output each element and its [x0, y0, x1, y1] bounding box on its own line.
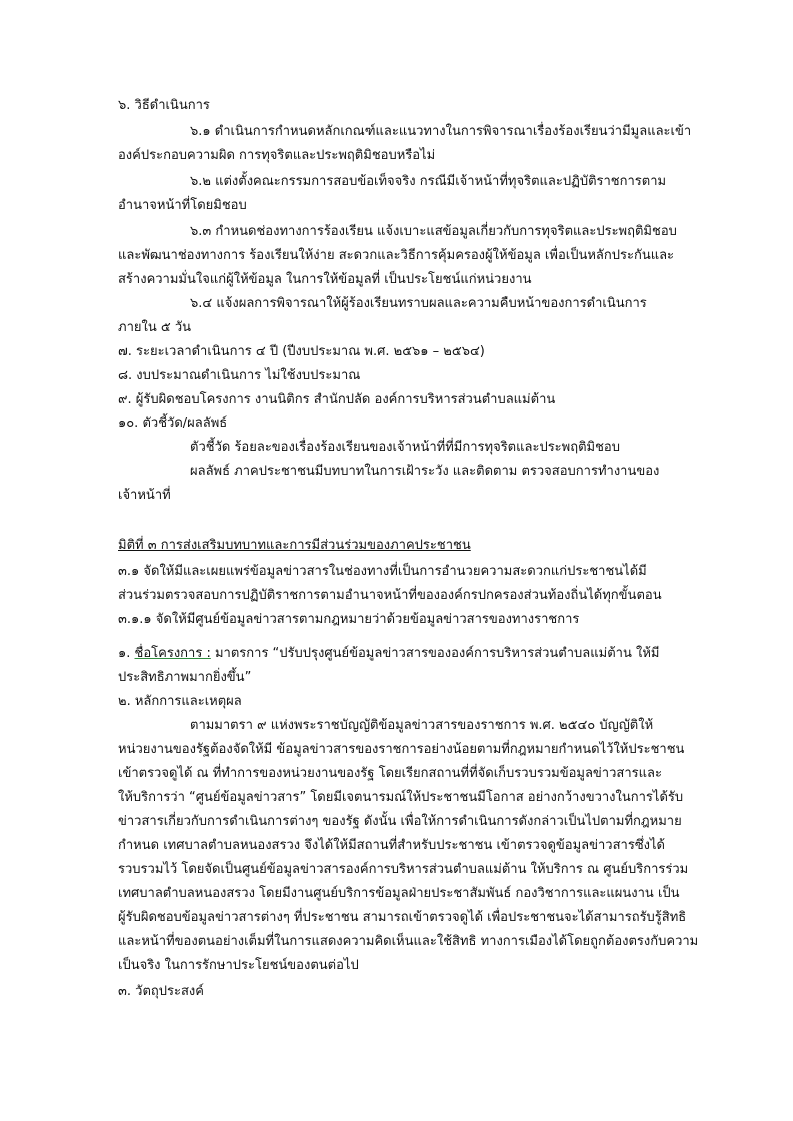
- project-name-text: มาตรการ “ปรับปรุงศูนย์ข้อมูลข่าวสารขององค์การบริหารส่วนตำบลแม่ต้าน ให้มี: [210, 646, 660, 661]
- dimension-3-title: มิติที่ ๓ การส่งเสริมบทบาทและการมีส่วนร่วมของภาคประชาชน: [118, 538, 471, 553]
- item-6-1-line-1: ๖.๑ ดำเนินการกำหนดหลักเกณฑ์และแนวทางในการพิจารณาเรื่องร้องเรียนว่ามีมูลและเข้า: [190, 124, 692, 139]
- principles-body-line: และหน้าที่ของตนอย่างเต็มที่ในการแสดงความคิดเห็นและใช้สิทธิ ทางการเมืองได้โดยถูกต้องตรงกับความ: [118, 934, 699, 949]
- outcome-line-2: เจ้าหน้าที่: [118, 488, 171, 503]
- principles-heading: ๒. หลักการและเหตุผล: [118, 694, 242, 709]
- item-6-2-line-1: ๖.๒ แต่งตั้งคณะกรรมการสอบข้อเท็จจริง กรณีมีเจ้าหน้าที่ทุจริตและปฏิบัติราชการตาม: [190, 174, 667, 189]
- project-name-label: ชื่อโครงการ :: [134, 646, 211, 661]
- item-6-3-line-3: สร้างความมั่นใจแก่ผู้ให้ข้อมูล ในการให้ข้อมูลที่ เป็นประโยชน์แก่หน่วยงาน: [118, 272, 532, 287]
- section-9: ๙. ผู้รับผิดชอบโครงการ งานนิติกร สำนักปลัด องค์การบริหารส่วนตำบลแม่ต้าน: [118, 392, 556, 407]
- section-6-heading: ๖. วิธีดำเนินการ: [118, 98, 210, 113]
- item-6-2-line-2: อำนาจหน้าที่โดยมิชอบ: [118, 198, 247, 213]
- section-10-heading: ๑๐. ตัวชี้วัด/ผลลัพธ์: [118, 416, 228, 431]
- item-6-3-line-1: ๖.๓ กำหนดช่องทางการร้องเรียน แจ้งเบาะแสข้อมูลเกี่ยวกับการทุจริตและประพฤติมิชอบ: [190, 224, 677, 239]
- item-3-1-1: ๓.๑.๑ จัดให้มีศูนย์ข้อมูลข่าวสารตามกฎหมายว่าด้วยข้อมูลข่าวสารของทางราชการ: [118, 612, 580, 627]
- item-6-1-line-2: องค์ประกอบความผิด การทุจริตและประพฤติมิชอบหรือไม่: [118, 148, 436, 163]
- project-number: ๑.: [118, 646, 135, 661]
- principles-body-line: หน่วยงานของรัฐต้องจัดให้มี ข้อมูลข่าวสารของราชการอย่างน้อยตามที่กฎหมายกำหนดไว้ให้ประชาชน: [118, 742, 685, 757]
- principles-body-line: เป็นจริง ในการรักษาประโยชน์ของตนต่อไป: [118, 958, 359, 973]
- principles-body-line: ให้บริการว่า “ศูนย์ข้อมูลข่าวสาร” โดยมีเจตนารมณ์ให้ประชาชนมีโอกาส อย่างกว้างขวางในการได้รับ: [118, 790, 684, 805]
- section-8: ๘. งบประมาณดำเนินการ ไม่ใช้งบประมาณ: [118, 368, 361, 383]
- project-name-line-2: ประสิทธิภาพมากยิ่งขึ้น”: [118, 670, 252, 685]
- principles-body-line: รวบรวมไว้ โดยจัดเป็นศูนย์ข้อมูลข่าวสารองค์การบริหารส่วนตำบลแม่ต้าน ให้บริการ ณ ศูนย์บริการร่วม: [118, 862, 689, 877]
- principles-body-line: ผู้รับผิดชอบข้อมูลข่าวสารต่างๆ ที่ประชาชน สามารถเข้าตรวจดูได้ เพื่อประชาชนจะได้สามารถรับรู้สิทธิ: [118, 910, 687, 925]
- item-6-4-line-2: ภายใน ๕ วัน: [118, 320, 192, 335]
- objectives-heading: ๓. วัตถุประสงค์: [118, 984, 204, 999]
- item-6-3-line-2: และพัฒนาช่องทางการ ร้องเรียนให้ง่าย สะดวกและวิธีการคุ้มครองผู้ให้ข้อมูล เพื่อเป็นหลักประกันและ: [118, 248, 675, 263]
- section-7: ๗. ระยะเวลาดำเนินการ ๔ ปี (ปีงบประมาณ พ.ศ. ๒๕๖๑ – ๒๕๖๔): [118, 344, 485, 359]
- principles-body-line: ข่าวสารเกี่ยวกับการดำเนินการต่างๆ ของรัฐ ดังนั้น เพื่อให้การดำเนินการดังกล่าวเป็นไปตามที่กฎหมาย: [118, 814, 682, 829]
- item-3-1-line-2: ส่วนร่วมตรวจสอบการปฏิบัติราชการตามอำนาจหน้าที่ขององค์กรปกครองส่วนท้องถิ่นได้ทุกขั้นตอน: [118, 588, 662, 603]
- principles-body-line: กำหนด เทศบาลตำบลหนองสรวง จึงได้ให้มีสถานที่สำหรับประชาชน เข้าตรวจดูข้อมูลข่าวสารซึ่งได้: [118, 838, 665, 853]
- item-6-4-line-1: ๖.๔ แจ้งผลการพิจารณาให้ผู้ร้องเรียนทราบผลและความคืบหน้าของการดำเนินการ: [190, 296, 647, 311]
- principles-body-line: ตามมาตรา ๙ แห่งพระราชบัญญัติข้อมูลข่าวสารของราชการ พ.ศ. ๒๕๔๐ บัญญัติให้: [190, 718, 654, 733]
- outcome-line-1: ผลลัพธ์ ภาคประชาชนมีบทบาทในการเฝ้าระวัง และติดตาม ตรวจสอบการทำงานของ: [190, 464, 660, 479]
- project-name-line-1: [118, 644, 659, 664]
- indicator-line: ตัวชี้วัด ร้อยละของเรื่องร้องเรียนของเจ้าหน้าที่ที่มีการทุจริตและประพฤติมิชอบ: [190, 440, 620, 455]
- principles-body-line: เทศบาลตำบลหนองสรวง โดยมีงานศูนย์บริการข้อมูลฝ่ายประชาสัมพันธ์ กองวิชาการและแผนงาน เป็น: [118, 886, 680, 901]
- item-3-1-line-1: ๓.๑ จัดให้มีและเผยแพร่ข้อมูลข่าวสารในช่องทางที่เป็นการอำนวยความสะดวกแก่ประชาชนได้มี: [118, 564, 647, 579]
- principles-body-line: เข้าตรวจดูได้ ณ ที่ทำการของหน่วยงานของรัฐ โดยเรียกสถานที่ที่จัดเก็บรวบรวมข้อมูลข่าวสารและ: [118, 766, 662, 781]
